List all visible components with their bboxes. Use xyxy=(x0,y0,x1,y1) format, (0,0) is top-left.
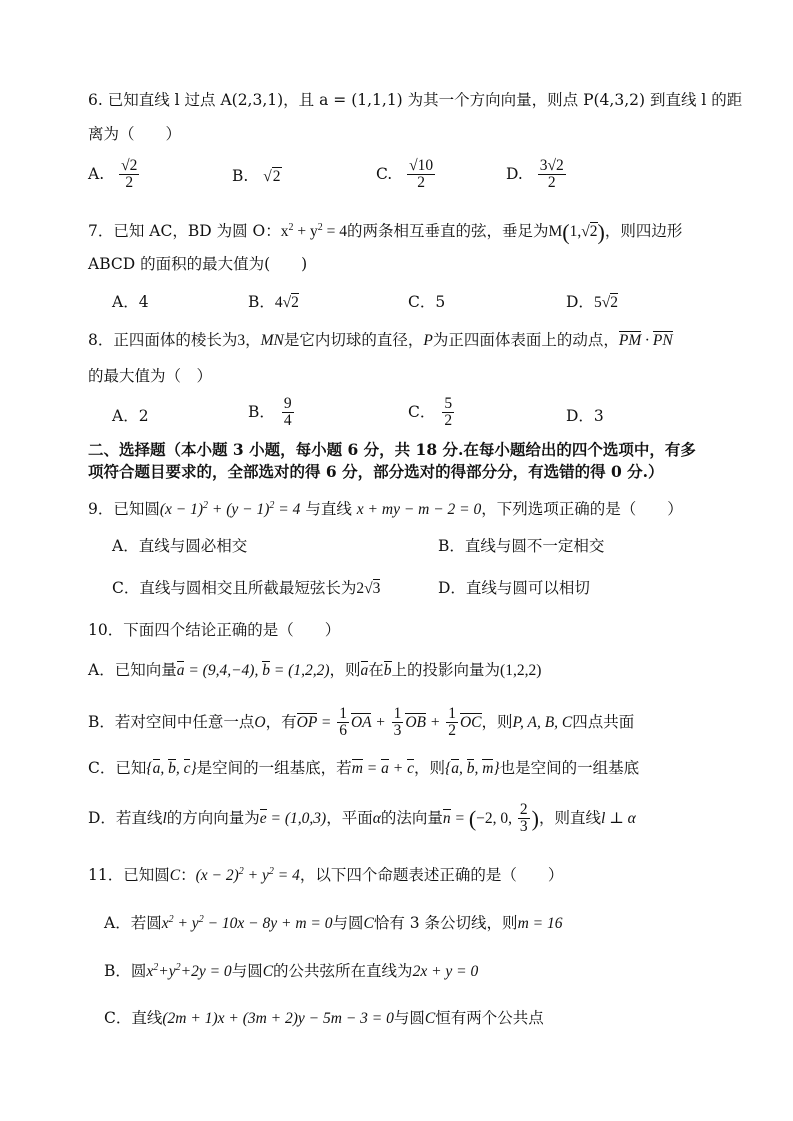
q10-line1: 10．下面四个结论正确的是（ ） xyxy=(88,621,341,639)
q7-option-a[interactable]: A．4 xyxy=(112,293,149,311)
section-heading-line1: 二、选择题（本小题 3 小题，每小题 6 分，共 18 分.在每小题给出的四个选项中，有多 xyxy=(88,440,696,459)
q8-option-c[interactable]: C． $\frac{5}{2}$ xyxy=(408,395,453,430)
q7-option-d[interactable]: D．5√2 xyxy=(566,293,618,311)
q6-line1: 6. 已知直线 l 过点 A(2,3,1)，且 a = (1,1,1) 为其一个方向向量，则点 P(4,3,2) 到直线 l 的距 xyxy=(88,91,743,109)
q6-option-d[interactable]: D. $\frac{3√2}{2}$ xyxy=(506,157,564,192)
q11-option-c[interactable]: C．直线(2m + 1)x + (3m + 2)y − 5m − 3 = 0与圆C恒有两个公共点 xyxy=(104,1009,544,1027)
q10-option-d[interactable]: D．若直线l的方向向量为e = (1,0,3)，平面α的法向量n = (−2, 0, $\frac{2}{3}$ )，则直线l ⊥ α xyxy=(88,801,636,836)
q6-option-a[interactable]: A. $\frac{√2}{2}$ xyxy=(88,157,138,192)
q10-option-c[interactable]: C．已知{a, b, c}是空间的一组基底，若m = a + c，则{a, b, m}也是空间的一组基底 xyxy=(88,759,640,777)
q8-line1: 8．正四面体的棱长为3，MN是它内切球的直径，P为正四面体表面上的动点，PM · PN xyxy=(88,331,673,349)
q10-option-b[interactable]: B．若对空间中任意一点O，有OP = $\frac{1}{6}$ OA + $\frac{1}{3}$ OB + $\frac{1}{2}$ OC，则P, A, B, C四点共面 xyxy=(88,705,635,740)
fraction: $\frac{3√2}{2}$ xyxy=(539,157,564,192)
q7-line1: 7．已知 AC，BD 为圆 O：$x^2 + y^2 = 4$的两条相互垂直的弦，垂足为M(1,√2)，则四边形 xyxy=(88,219,683,245)
q6-option-b[interactable]: B. √2 xyxy=(232,167,281,185)
fraction: $\frac{√10}{2}$ xyxy=(409,157,434,192)
q6-option-c[interactable]: C. $\frac{√10}{2}$ xyxy=(376,157,434,192)
q11-option-a[interactable]: A．若圆$x^2 + y^2 - 10x - 8y + m = 0$与圆C恰有 3 条公切线，则m = 16 xyxy=(104,914,563,933)
q9-line1: 9．已知圆$(x - 1)^2 + (y - 1)^2 = 4$ 与直线 x + my − m − 2 = 0，下列选项正确的是（ ） xyxy=(88,500,683,519)
q11-option-b[interactable]: B．圆$x^2+y^2+2y = 0$与圆C的公共弦所在直线为2x + y = 0 xyxy=(104,962,479,981)
q11-line1: 11．已知圆C：$(x - 2)^2 + y^2 = 4$，以下四个命题表述正确的是（ ） xyxy=(88,866,564,885)
q6-line2: 离为（ ） xyxy=(88,125,182,143)
fraction: $\frac{9}{4}$ xyxy=(283,395,292,430)
q9-option-d[interactable]: D．直线与圆可以相切 xyxy=(438,579,590,597)
q9-option-a[interactable]: A．直线与圆必相交 xyxy=(112,537,248,555)
q8-option-d[interactable]: D．3 xyxy=(566,407,604,425)
q8-option-a[interactable]: A．2 xyxy=(112,407,149,425)
q9-option-b[interactable]: B．直线与圆不一定相交 xyxy=(438,537,605,555)
q7-option-c[interactable]: C．5 xyxy=(408,293,446,311)
q7-option-b[interactable]: B．4√2 xyxy=(248,293,299,311)
q8-line2: 的最大值为（ ） xyxy=(88,367,213,385)
q10-option-a[interactable]: A．已知向量a = (9,4,−4), b = (1,2,2)，则a在b上的投影向量为(1,2,2) xyxy=(88,661,542,679)
q9-option-c[interactable]: C．直线与圆相交且所截最短弦长为2√3 xyxy=(112,579,381,597)
fraction: $\frac{5}{2}$ xyxy=(444,395,453,430)
q8-option-b[interactable]: B． $\frac{9}{4}$ xyxy=(248,395,292,430)
fraction: $\frac{√2}{2}$ xyxy=(121,157,138,192)
q7-line2: ABCD 的面积的最大值为( ) xyxy=(88,255,308,273)
section-heading-line2: 项符合题目要求的，全部选对的得 6 分，部分选对的得部分分，有选错的得 0 分.） xyxy=(88,462,664,481)
